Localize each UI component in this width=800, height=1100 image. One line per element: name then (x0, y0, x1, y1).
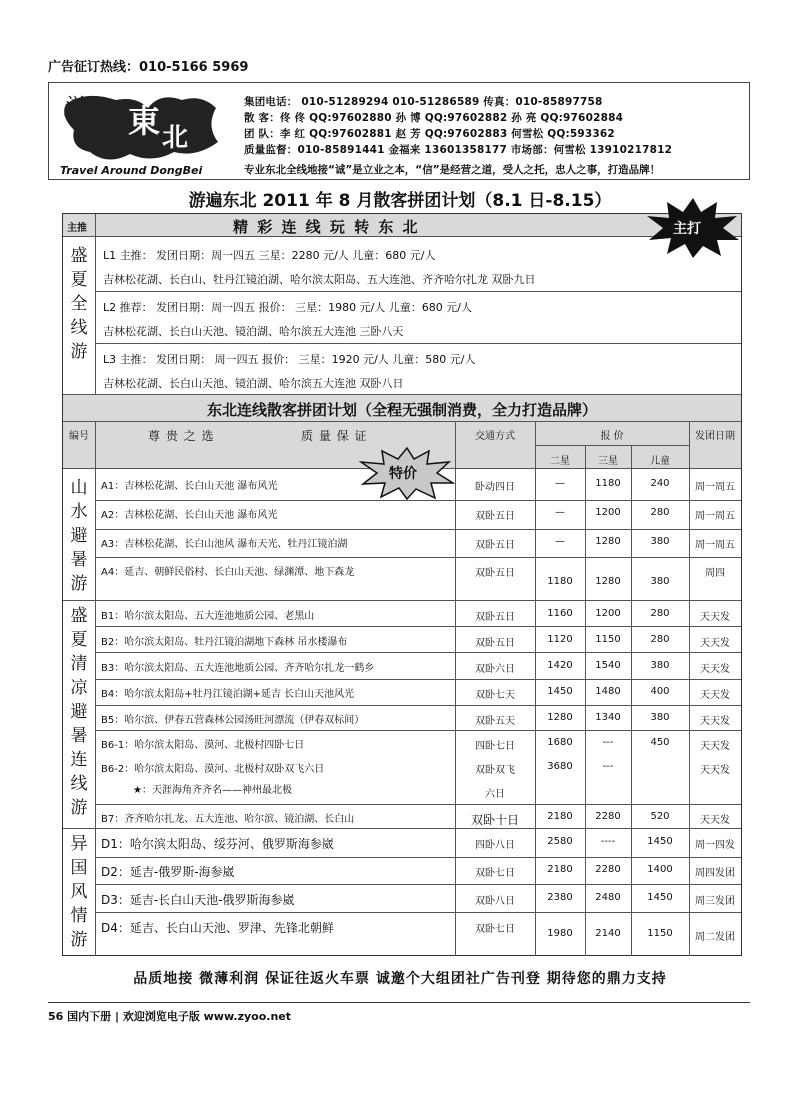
logo-char-4: 北 (162, 123, 189, 153)
page-title: 游遍东北 2011 年 8 月散客拼团计划（8.1 日-8.15） (188, 191, 612, 211)
price-three-star: ---- (600, 836, 616, 847)
l2-info: L2 推荐： 发团日期：周一四五 报价： 三星：1980 元/人 儿童：680 元/人 (103, 301, 473, 314)
col-child: 儿童 (650, 456, 670, 467)
departure-date: 天天发 (700, 638, 730, 649)
group-a-label: 山 水 避 暑 游 (70, 478, 88, 594)
departure-date: 周一四发 (695, 840, 735, 851)
main-badge-label: 主打 (673, 221, 701, 237)
route-name: A4：延吉、朝鲜民俗村、长白山天池、绿渊潭、地下森龙 (101, 567, 355, 578)
price-two-star: 1420 (547, 660, 573, 671)
transport-mode: 双卧五日 (475, 568, 515, 579)
price-two-star: — (555, 507, 565, 518)
price-two-star: 1180 (547, 576, 573, 587)
col-no: 编号 (69, 431, 89, 442)
transport-mode: 双卧八日 (475, 896, 515, 907)
price-child: 1400 (647, 864, 673, 875)
transport-mode: 四卧八日 (475, 840, 515, 851)
transport-mode: 双卧双飞 (475, 765, 515, 776)
departure-date: 天天发 (700, 815, 730, 826)
departure-date: 周一周五 (695, 482, 735, 493)
price-child: 520 (650, 811, 670, 822)
transport-mode: 双卧七日 (475, 868, 515, 879)
departure-date: 天天发 (700, 716, 730, 727)
price-three-star: 1540 (595, 660, 621, 671)
departure-date: 周三发团 (695, 896, 735, 907)
price-child: 380 (650, 660, 670, 671)
price-three-star: 1280 (595, 536, 621, 547)
route-note: ★：天涯海角齐齐名——神州最北极 (133, 785, 292, 796)
price-two-star: 1680 (547, 737, 573, 748)
l3-info: L3 主推： 发团日期： 周一四五 报价： 三星：1920 元/人 儿童：580 元/人 (103, 353, 476, 366)
price-two-star: 2180 (547, 864, 573, 875)
price-three-star: 2140 (595, 928, 621, 939)
price-three-star: 1480 (595, 686, 621, 697)
price-two-star: 2180 (547, 811, 573, 822)
section1-vertical-label: 盛 夏 全 线 游 (70, 246, 88, 362)
price-three-star: 1340 (595, 712, 621, 723)
price-child: 1450 (647, 836, 673, 847)
price-child: 450 (650, 737, 670, 748)
price-child: 380 (650, 576, 670, 587)
col-three-star: 三星 (598, 456, 618, 467)
price-child: 400 (650, 686, 670, 697)
col-date: 发团日期 (695, 431, 735, 442)
price-three-star: --- (602, 737, 614, 748)
route-name: B7：齐齐哈尔扎龙、五大连池、哈尔滨、镜泊湖、长白山 (101, 814, 355, 825)
price-two-star: 1450 (547, 686, 573, 697)
col-two-star: 二星 (550, 456, 570, 467)
transport-mode: 双卧五日 (475, 638, 515, 649)
departure-date: 天天发 (700, 765, 730, 776)
price-two-star: 2380 (547, 892, 573, 903)
page-footer: 56 国内下册 | 欢迎浏览电子版 www.zyoo.net (48, 1010, 292, 1023)
price-child: 280 (650, 634, 670, 645)
price-two-star: 1280 (547, 712, 573, 723)
logo-char-3: 東 (128, 102, 161, 140)
special-badge-label: 特价 (389, 466, 417, 482)
transport-mode: 双卧五日 (475, 612, 515, 623)
departure-date: 周四发团 (695, 868, 735, 879)
route-name: B6-2：哈尔滨太阳岛、漠河、北极村双卧双飞六日 (101, 764, 325, 775)
l3-route: 吉林松花湖、长白山天池、镜泊湖、哈尔滨五大连池 双卧八日 (103, 377, 404, 390)
route-name: B2：哈尔滨太阳岛、牡丹江镜泊湖地下森林 吊水楼瀑布 (101, 637, 348, 648)
ad-hotline: 广告征订热线：010-5166 5969 (48, 60, 249, 75)
l1-info: L1 主推： 发团日期：周一四五 三星：2280 元/人 儿童：680 元/人 (103, 249, 436, 262)
departure-date: 周一周五 (695, 511, 735, 522)
footer-slogan: 品质地接 微薄利润 保证往返火车票 诚邀个大组团社广告刊登 期待您的鼎力支持 (133, 971, 667, 987)
price-three-star: 1280 (595, 576, 621, 587)
route-name: B4：哈尔滨太阳岛+牡丹江镜泊湖+延吉 长白山天池风光 (101, 689, 355, 700)
logo-english: Travel Around DongBei (60, 164, 203, 177)
route-name: B6-1：哈尔滨太阳岛、漠河、北极村四卧七日 (101, 740, 305, 751)
price-child: 280 (650, 608, 670, 619)
route-name: D4：延吉、长白山天池、罗津、先锋北朝鲜 (101, 921, 334, 935)
price-child: 280 (650, 507, 670, 518)
departure-date: 天天发 (700, 612, 730, 623)
footer-divider (48, 1002, 750, 1003)
transport-mode: 双卧七日 (475, 924, 515, 935)
price-two-star: 3680 (547, 761, 573, 772)
contact-line-4: 质量监督：010-85891441 金福来 13601358177 市场部：何雪松 13910217812 (244, 144, 673, 156)
departure-date: 周二发团 (695, 932, 735, 943)
departure-date: 天天发 (700, 690, 730, 701)
group-b-label: 盛 夏 清 凉 避 暑 连 线 游 (70, 606, 88, 818)
transport-mode: 双卧六日 (475, 664, 515, 675)
price-child: 380 (650, 536, 670, 547)
logo-char-2: 遍 (86, 114, 104, 135)
price-child: 1450 (647, 892, 673, 903)
price-two-star: 1120 (547, 634, 573, 645)
price-three-star: 1180 (595, 478, 621, 489)
price-three-star: 1150 (595, 634, 621, 645)
price-child: 240 (650, 478, 670, 489)
price-three-star: 2480 (595, 892, 621, 903)
transport-mode: 卧动四日 (475, 482, 515, 493)
section1-tag: 主推 (67, 223, 87, 234)
group-d-label: 异 国 风 情 游 (70, 834, 88, 950)
logo-char-1: 游 (62, 95, 85, 120)
contact-line-1: 集团电话： 010-51289294 010-51286589 传真：010-85897758 (244, 96, 603, 108)
section2-heading: 东北连线散客拼团计划（全程无强制消费，全力打造品牌） (206, 401, 597, 419)
price-three-star: --- (602, 761, 614, 772)
price-child: 1150 (647, 928, 673, 939)
col-price: 报 价 (600, 431, 624, 442)
main-promo-badge (645, 196, 741, 264)
price-three-star: 2280 (595, 864, 621, 875)
price-three-star: 2280 (595, 811, 621, 822)
route-name: B3：哈尔滨太阳岛、五大连池地质公园、齐齐哈尔扎龙一鹤乡 (101, 663, 375, 674)
col-quality: 质 量 保 证 (301, 429, 368, 443)
transport-mode: 双卧五日 (475, 511, 515, 522)
company-logo (56, 86, 234, 178)
special-price-badge (359, 446, 455, 504)
company-slogan: 专业东北全线地接“诚”是立业之本，“信”是经营之道，受人之托，忠人之事，打造品牌！ (244, 164, 661, 176)
price-three-star: 1200 (595, 507, 621, 518)
route-name: A1：吉林松花湖、长白山天池 瀑布风光 (101, 481, 278, 492)
departure-date: 天天发 (700, 741, 730, 752)
price-two-star: — (555, 478, 565, 489)
transport-mode: 四卧七日 (475, 741, 515, 752)
price-child: 380 (650, 712, 670, 723)
route-name: B1：哈尔滨太阳岛、五大连池地质公园、老黑山 (101, 611, 315, 622)
section1-heading: 精 彩 连 线 玩 转 东 北 (233, 218, 420, 236)
route-name: D2：延吉-俄罗斯-海参崴 (101, 865, 235, 879)
route-name: D1：哈尔滨太阳岛、绥芬河、俄罗斯海参崴 (101, 837, 334, 851)
contact-line-2: 散 客：佟 佟 QQ:97602880 孙 博 QQ:97602882 孙 亮 QQ:97602884 (244, 112, 624, 124)
price-two-star: 1160 (547, 608, 573, 619)
price-two-star: 1980 (547, 928, 573, 939)
departure-date: 周一周五 (695, 540, 735, 551)
transport-mode: 双卧十日 (470, 813, 519, 827)
col-choice: 尊 贵 之 选 (148, 429, 215, 443)
route-name: A2：吉林松花湖、长白山天池 瀑布风光 (101, 510, 278, 521)
route-name: A3：吉林松花湖、长白山池风 瀑布天光、牡丹江镜泊湖 (101, 539, 348, 550)
route-name: D3：延吉-长白山天池-俄罗斯海参崴 (101, 893, 295, 907)
transport-mode: 双卧五天 (475, 716, 515, 727)
departure-date: 周四 (705, 568, 725, 579)
l2-route: 吉林松花湖、长白山天池、镜泊湖、哈尔滨五大连池 三卧八天 (103, 325, 404, 338)
transport-days: 六日 (485, 789, 505, 800)
price-three-star: 1200 (595, 608, 621, 619)
l1-route: 吉林松花湖、长白山、牡丹江镜泊湖、哈尔滨太阳岛、五大连池、齐齐哈尔扎龙 双卧九日 (103, 273, 536, 286)
departure-date: 天天发 (700, 664, 730, 675)
col-transport: 交通方式 (475, 431, 515, 442)
transport-mode: 双卧七天 (475, 690, 515, 701)
transport-mode: 双卧五日 (475, 540, 515, 551)
contact-line-3: 团 队：李 红 QQ:97602881 赵 芳 QQ:97602883 何雪松 QQ:593362 (244, 128, 615, 140)
price-two-star: — (555, 536, 565, 547)
price-two-star: 2580 (547, 836, 573, 847)
route-name: B5：哈尔滨、伊春五营森林公园汤旺河漂流（伊春双标间） (101, 715, 365, 726)
schedule-table (62, 213, 742, 956)
